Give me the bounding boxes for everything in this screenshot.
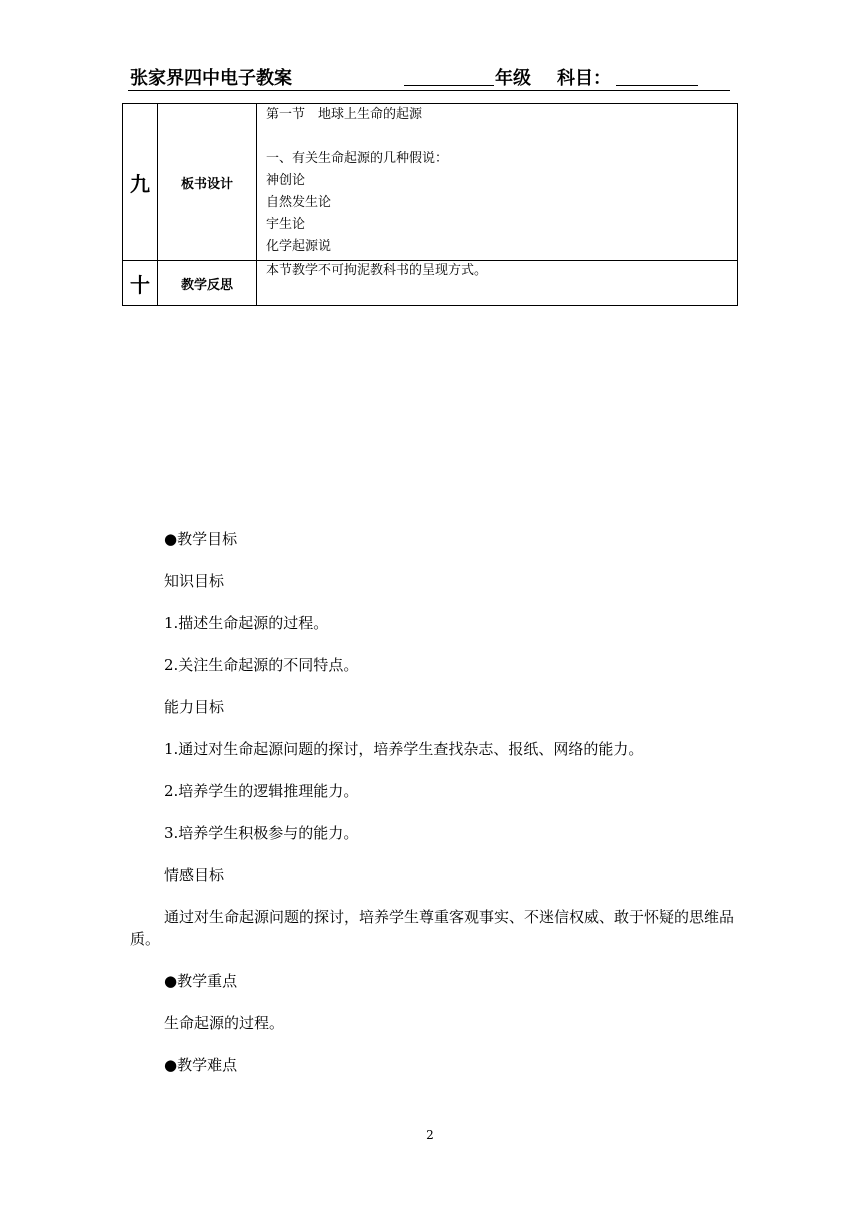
content-line: 一、有关生命起源的几种假说： <box>266 151 449 166</box>
subheading: 能力目标 <box>164 698 225 716</box>
table-row <box>123 104 738 261</box>
school-title: 张家界四中电子教案 <box>130 68 292 89</box>
content-line: 第一节 地球上生命的起源 <box>266 107 423 122</box>
row-content <box>257 104 738 261</box>
content-line: 神创论 <box>266 173 306 188</box>
grade-blank-line <box>404 85 494 86</box>
subheading: 知识目标 <box>164 572 225 590</box>
section-heading: ●教学难点 <box>164 1056 238 1074</box>
page-number: 2 <box>426 1128 434 1142</box>
grade-label: 年级 <box>495 68 531 89</box>
row-number: 十 <box>123 261 158 306</box>
content-line: 化学起源说 <box>266 239 332 254</box>
row-number: 九 <box>123 104 158 261</box>
lesson-plan-table <box>122 103 738 306</box>
paragraph: 2.培养学生的逻辑推理能力。 <box>164 782 359 800</box>
content-line: 本节教学不可拘泥教科书的呈现方式。 <box>266 263 488 278</box>
content-line <box>266 126 737 148</box>
row-label: 教学反思 <box>158 261 257 306</box>
paragraph: 3.培养学生积极参与的能力。 <box>164 824 359 842</box>
body-text <box>130 528 735 1096</box>
subject-blank-line <box>616 85 698 86</box>
content-line: 宇生论 <box>266 217 306 232</box>
paragraph: 2.关注生命起源的不同特点。 <box>164 656 359 674</box>
row-label: 板书设计 <box>158 104 257 261</box>
table-row <box>123 261 738 306</box>
paragraph: 通过对生命起源问题的探讨，培养学生尊重客观事实、不迷信权威、敢于怀疑的思维品质。 <box>130 908 735 948</box>
section-heading: ●教学目标 <box>164 530 238 548</box>
subject-label: 科目： <box>557 68 611 89</box>
subheading: 情感目标 <box>164 866 225 884</box>
row-content <box>257 261 738 306</box>
paragraph: 生命起源的过程。 <box>164 1014 285 1032</box>
paragraph: 1.通过对生命起源问题的探讨，培养学生查找杂志、报纸、网络的能力。 <box>164 740 644 758</box>
page-header <box>128 62 730 91</box>
section-heading: ●教学重点 <box>164 972 238 990</box>
paragraph: 1.描述生命起源的过程。 <box>164 614 329 632</box>
content-line: 自然发生论 <box>266 195 332 210</box>
